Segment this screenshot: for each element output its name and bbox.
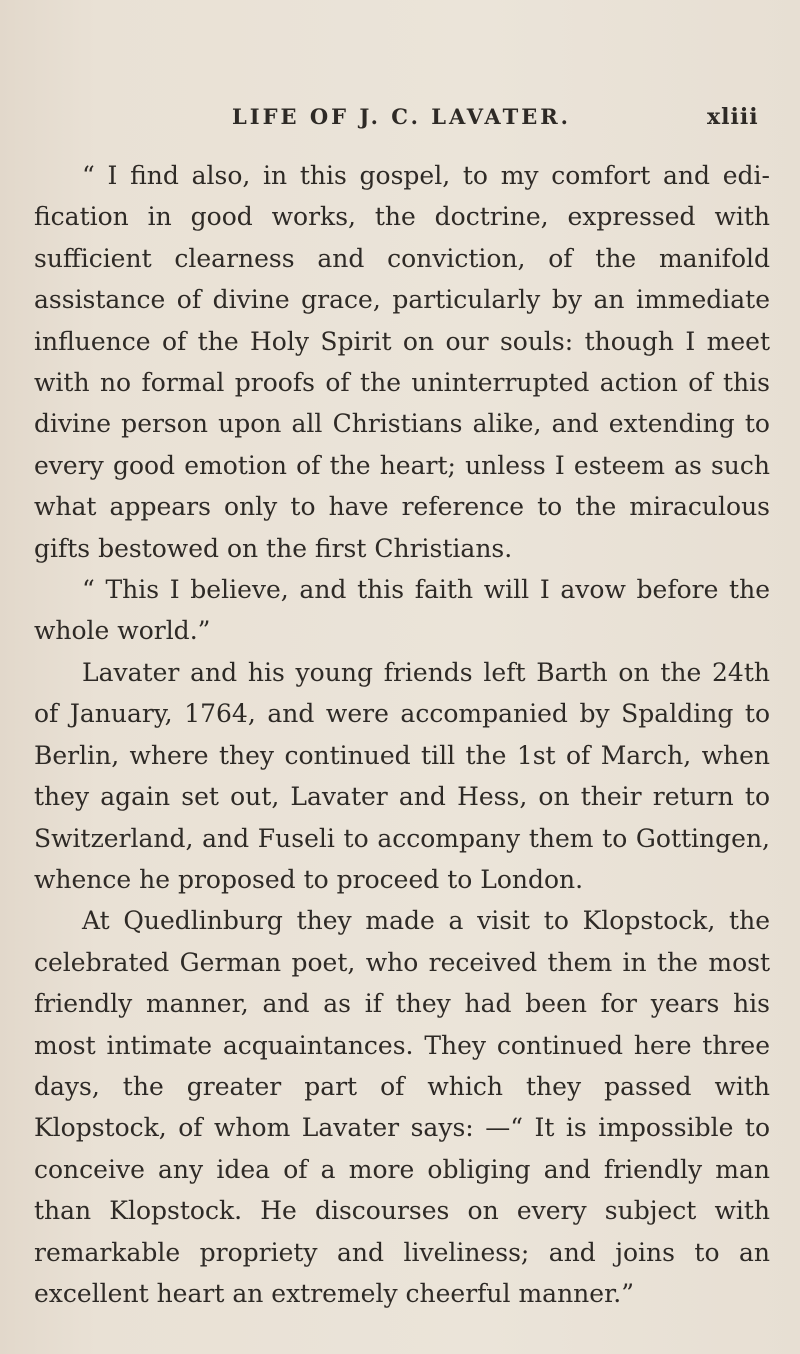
running-title: LIFE OF J. C. LAVATER. <box>232 104 571 129</box>
page-number: xliii <box>707 104 759 130</box>
running-head <box>0 104 800 138</box>
body-text <box>34 155 770 1314</box>
paragraph-journey: Lavater and his young friends left Barth on the 24th of January, 1764, and were accompanied by Spalding to Berlin, where they continued till the 1st of March, when they again set out, Lavater and Hess, on their return to Switzerland, and Fuseli to accompany them to Gottingen, whence he proposed to proceed to London. <box>34 657 770 894</box>
paragraph-creed: “ I find also, in this gospel, to my comfort and edification in good works, the doctrine, expressed with sufficient clearness and conviction, of the manifold assistance of divine grace, particularly by an immediate influence of the Holy Spirit on our souls: though I meet with no formal proofs of the uninterrupted action of this divine person upon all Christians alike, and extending to every good emotion of the heart; unless I esteem as such what appears only to have reference to the miraculous gifts bestowed on the first Christians. <box>34 161 770 563</box>
paragraph-avowal: “ This I believe, and this faith will I avow before the whole world.” <box>34 575 770 646</box>
paragraph-klopstock: At Quedlinburg they made a visit to Klopstock, the celebrated German poet, who received them in the most friendly manner, and as if they had been for years his most intimate acquaintances. They continued here three days, the greater part of which they passed with Klopstock, of whom Lavater says: —“ It is impossible to conceive any idea of a more obliging and friendly man than Klopstock. He discourses on every subject with remarkable propriety and liveliness; and joins to an excellent heart an extremely cheerful manner.” <box>34 906 770 1308</box>
